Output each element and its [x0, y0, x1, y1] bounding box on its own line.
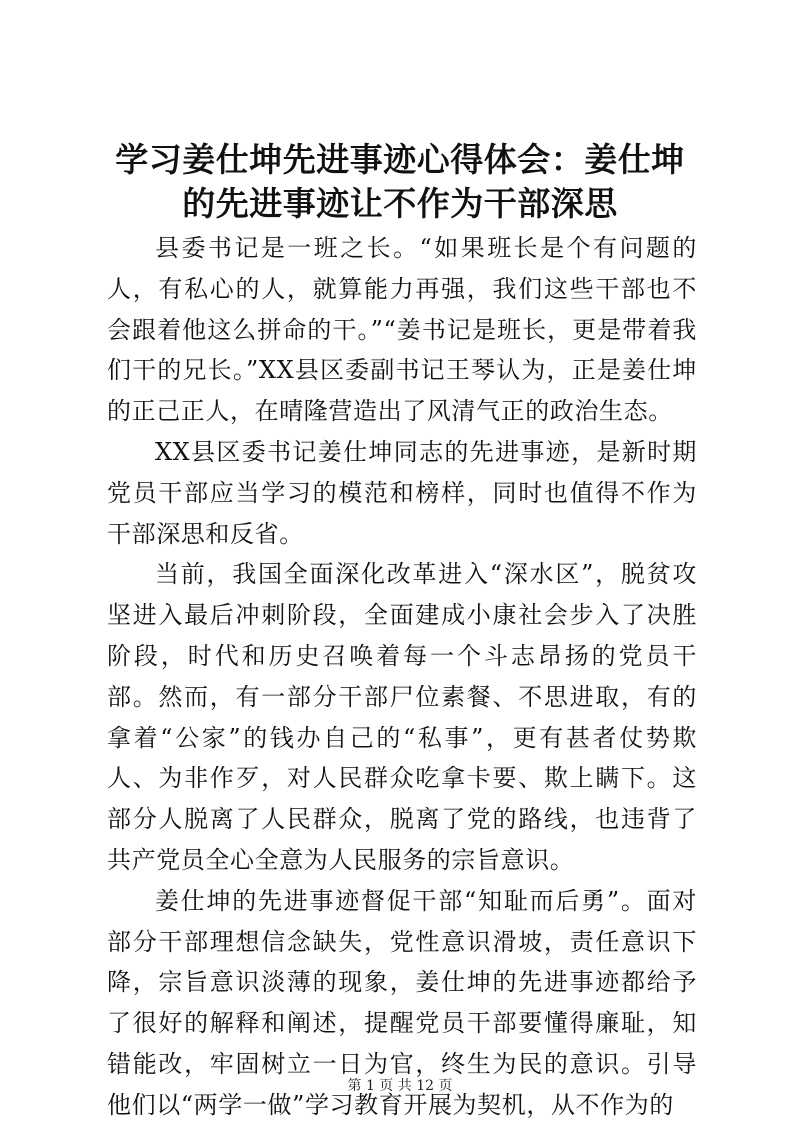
paragraph: 县委书记是一班之长。“如果班长是个有问题的人，有私心的人，就算能力再强，我们这些干部也不会跟着他这么拼命的干。”“姜书记是班长，更是带着我们干的兄长。”XX县区委副书记王琴认为，正是姜仕坤的正己正人，在晴隆营造出了风清气正的政治生态。: [107, 234, 697, 426]
document-title: 学习姜仕坤先进事迹心得体会：姜仕坤的先进事迹让不作为干部深思: [115, 140, 685, 223]
document-body: [107, 228, 697, 1126]
paragraph: XX县区委书记姜仕坤同志的先进事迹，是新时期党员干部应当学习的模范和榜样，同时也值得不作为干部深思和反省。: [107, 437, 697, 548]
page-number-footer: 第 1 页 共 12 页: [347, 1078, 453, 1094]
paragraph: 当前，我国全面深化改革进入“深水区”，脱贫攻坚进入最后冲刺阶段，全面建成小康社会步入了决胜阶段，时代和历史召唤着每一个斗志昂扬的党员干部。然而，有一部分干部尸位素餐、不思进取，有的拿着“公家”的钱办自己的“私事”，更有甚者仗势欺人、为非作歹，对人民群众吃拿卡要、欺上瞒下。这部分人脱离了人民群众，脱离了党的路线，也违背了共产党员全心全意为人民服务的宗旨意识。: [107, 560, 697, 874]
paragraph: 姜仕坤的先进事迹督促干部“知耻而后勇”。面对部分干部理想信念缺失，党性意识滑坡，责任意识下降，宗旨意识淡薄的现象，姜仕坤的先进事迹都给予了很好的解释和阐述，提醒党员干部要懂得廉耻，知错能改，牢固树立一日为官，终生为民的意识。引导他们以“两学一做”学习教育开展为契机，从不作为的: [107, 886, 697, 1119]
